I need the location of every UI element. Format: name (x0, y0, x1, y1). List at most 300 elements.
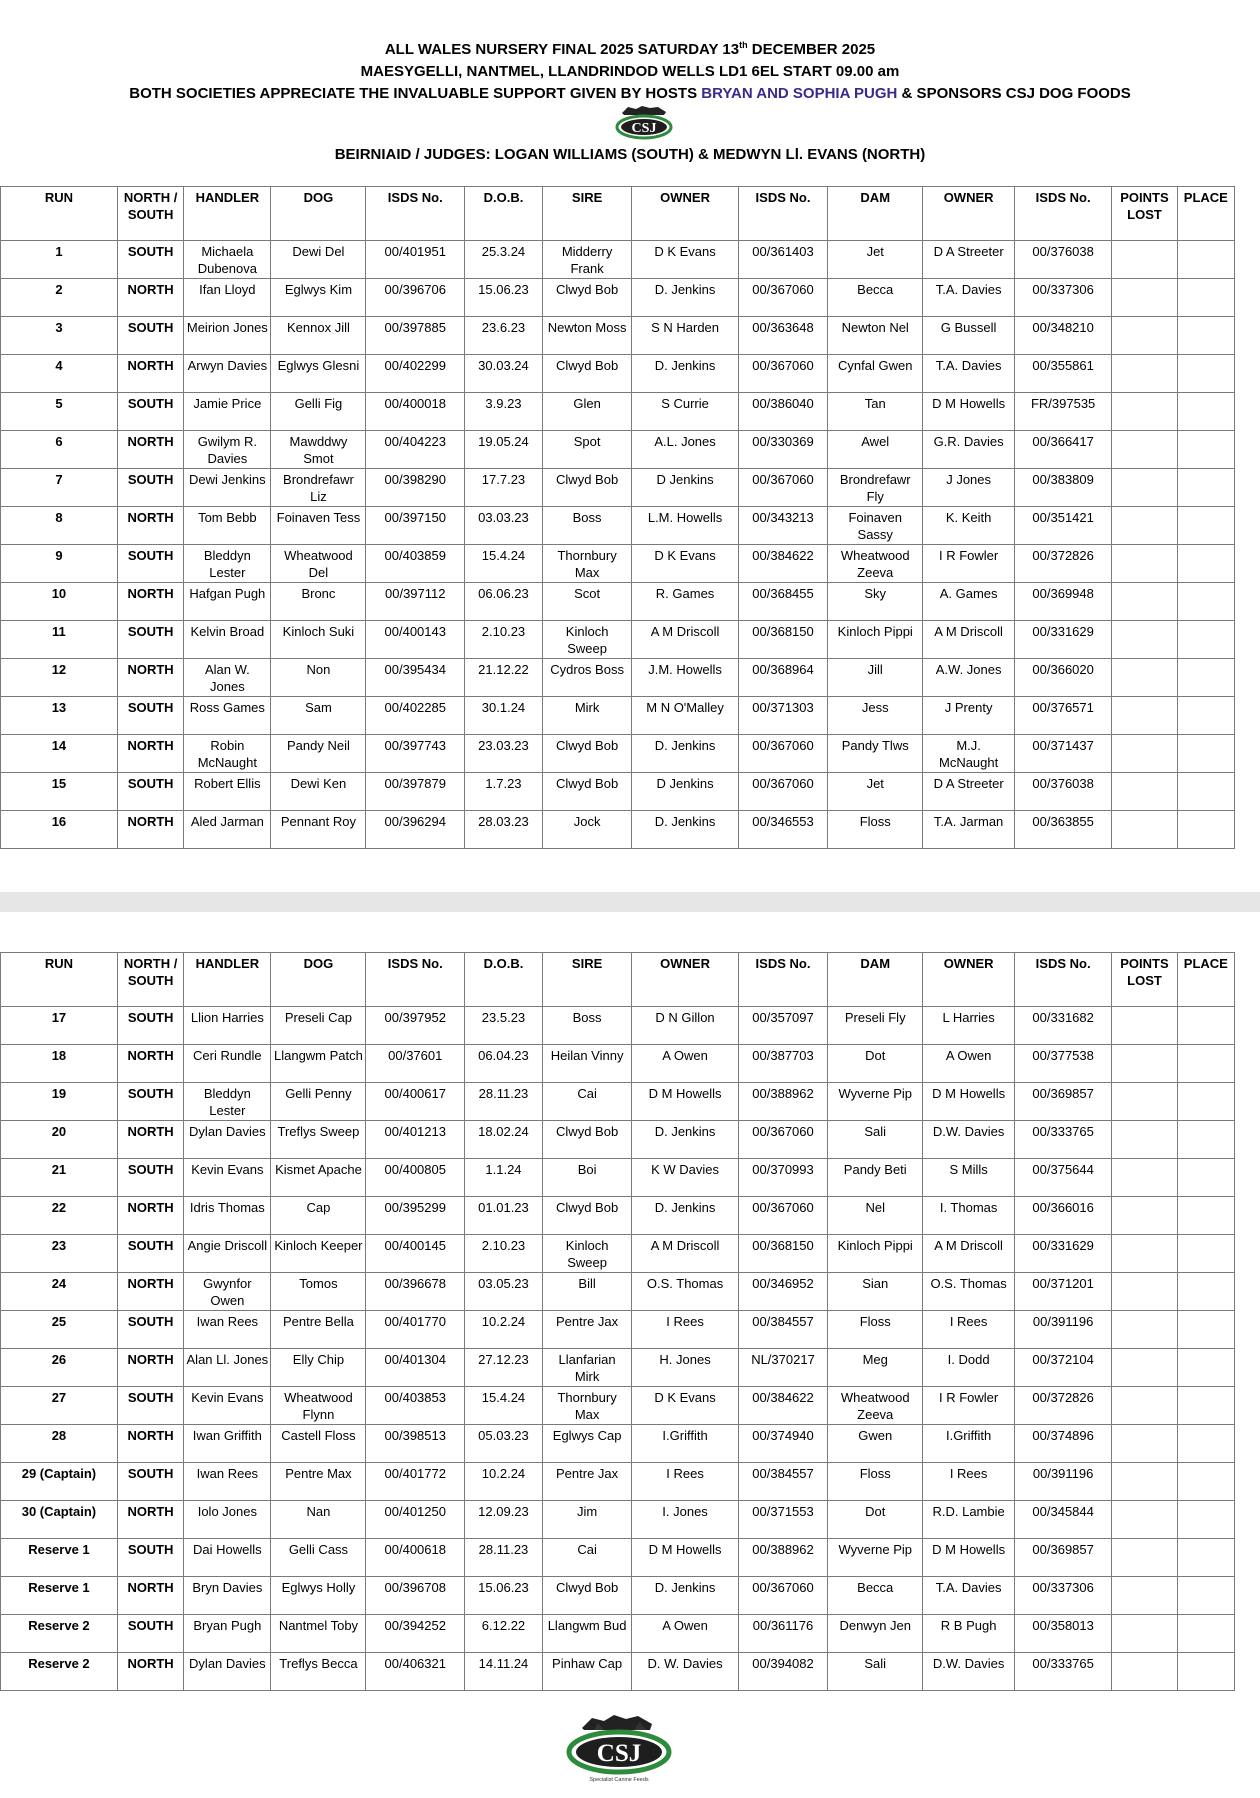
column-header-dam-owner: OWNER (923, 187, 1015, 241)
table-row (1, 735, 1235, 773)
cell-sire: Boss (542, 1007, 631, 1045)
cell-dam: Wheatwood Zeeva (828, 1387, 923, 1425)
cell-sire-isds: 00/357097 (738, 1007, 827, 1045)
table-row (1, 1273, 1235, 1311)
cell-sire-owner: I Rees (632, 1311, 739, 1349)
cell-points-lost (1112, 355, 1177, 393)
cell-dam-isds: 00/337306 (1014, 1577, 1111, 1615)
cell-sire-owner: D. Jenkins (632, 1197, 739, 1235)
table-row (1, 1387, 1235, 1425)
cell-sire: Pinhaw Cap (542, 1653, 631, 1691)
cell-dog-isds: 00/400143 (366, 621, 465, 659)
cell-dam-owner: S Mills (923, 1159, 1015, 1197)
cell-handler: Bleddyn Lester (184, 545, 271, 583)
column-header-points-lost: POINTS LOST (1112, 187, 1177, 241)
cell-place (1177, 1463, 1234, 1501)
cell-points-lost (1112, 583, 1177, 621)
cell-sire-owner: D Jenkins (632, 773, 739, 811)
cell-place (1177, 1045, 1234, 1083)
cell-side: NORTH (117, 1045, 183, 1083)
cell-side: SOUTH (117, 1083, 183, 1121)
cell-dam-owner: I. Dodd (923, 1349, 1015, 1387)
cell-dob: 2.10.23 (465, 621, 543, 659)
cell-run: 27 (1, 1387, 118, 1425)
cell-run: 22 (1, 1197, 118, 1235)
cell-dob: 30.1.24 (465, 697, 543, 735)
cell-dam-owner: T.A. Davies (923, 279, 1015, 317)
cell-dam: Dot (828, 1045, 923, 1083)
table-row (1, 1577, 1235, 1615)
cell-handler: Llion Harries (184, 1007, 271, 1045)
cell-sire-isds: 00/367060 (738, 1197, 827, 1235)
cell-dam-isds: 00/331682 (1014, 1007, 1111, 1045)
cell-dam-isds: 00/391196 (1014, 1463, 1111, 1501)
page-two (0, 912, 1260, 1798)
cell-handler: Kevin Evans (184, 1387, 271, 1425)
table-row (1, 1349, 1235, 1387)
cell-dam-owner: D.W. Davies (923, 1121, 1015, 1159)
logo-text: CSJ (596, 1740, 642, 1767)
cell-sire: Boi (542, 1159, 631, 1197)
cell-sire-isds: 00/346553 (738, 811, 827, 849)
cell-sire-owner: D K Evans (632, 241, 739, 279)
cell-run: 12 (1, 659, 118, 697)
cell-points-lost (1112, 1083, 1177, 1121)
cell-points-lost (1112, 393, 1177, 431)
logo-text: CSJ (631, 121, 657, 136)
table-row (1, 811, 1235, 849)
event-title: ALL WALES NURSERY FINAL 2025 SATURDAY 13th DECEMBER 2025 (384, 40, 876, 58)
cell-points-lost (1112, 1577, 1177, 1615)
cell-dam-isds: 00/372104 (1014, 1349, 1111, 1387)
cell-handler: Iwan Rees (184, 1463, 271, 1501)
column-header-handler: HANDLER (184, 953, 271, 1007)
cell-dog-isds: 00/37601 (366, 1045, 465, 1083)
cell-sire: Scot (542, 583, 631, 621)
cell-dob: 06.04.23 (465, 1045, 543, 1083)
table-row (1, 1159, 1235, 1197)
cell-place (1177, 469, 1234, 507)
column-header-side: NORTH / SOUTH (117, 953, 183, 1007)
cell-dog-isds: 00/397952 (366, 1007, 465, 1045)
cell-dog: Llangwm Patch (271, 1045, 366, 1083)
cell-dog-isds: 00/396294 (366, 811, 465, 849)
cell-dam-isds: 00/363855 (1014, 811, 1111, 849)
hosts-names: BRYAN AND SOPHIA PUGH (701, 85, 898, 102)
cell-dog: Foinaven Tess (271, 507, 366, 545)
cell-dam-owner: J Jones (923, 469, 1015, 507)
cell-place (1177, 621, 1234, 659)
cell-handler: Tom Bebb (184, 507, 271, 545)
cell-dam: Becca (828, 1577, 923, 1615)
cell-dam-owner: D A Streeter (923, 773, 1015, 811)
cell-dog: Gelli Penny (271, 1083, 366, 1121)
cell-side: SOUTH (117, 1235, 183, 1273)
cell-dob: 23.5.23 (465, 1007, 543, 1045)
cell-sire: Clwyd Bob (542, 469, 631, 507)
table-row (1, 507, 1235, 545)
cell-dam-isds: 00/371437 (1014, 735, 1111, 773)
cell-sire-isds: 00/384622 (738, 545, 827, 583)
cell-dob: 23.03.23 (465, 735, 543, 773)
cell-dob: 10.2.24 (465, 1311, 543, 1349)
cell-place (1177, 1159, 1234, 1197)
cell-dog-isds: 00/401951 (366, 241, 465, 279)
cell-dam: Pandy Tlws (828, 735, 923, 773)
cell-sire: Midderry Frank (542, 241, 631, 279)
cell-dob: 06.06.23 (465, 583, 543, 621)
cell-points-lost (1112, 1273, 1177, 1311)
cell-dam-isds: 00/376038 (1014, 773, 1111, 811)
cell-dam: Floss (828, 1463, 923, 1501)
table-row (1, 583, 1235, 621)
cell-dam: Kinloch Pippi (828, 621, 923, 659)
cell-dog: Wheatwood Del (271, 545, 366, 583)
cell-handler: Robin McNaught (184, 735, 271, 773)
cell-handler: Ifan Lloyd (184, 279, 271, 317)
cell-dob: 3.9.23 (465, 393, 543, 431)
cell-dam-isds: 00/377538 (1014, 1045, 1111, 1083)
cell-side: SOUTH (117, 621, 183, 659)
cell-dob: 1.1.24 (465, 1159, 543, 1197)
cell-place (1177, 1007, 1234, 1045)
cell-dam-owner: O.S. Thomas (923, 1273, 1015, 1311)
cell-points-lost (1112, 1463, 1177, 1501)
cell-dam-isds: 00/366417 (1014, 431, 1111, 469)
cell-dob: 30.03.24 (465, 355, 543, 393)
column-header-dam-owner: OWNER (923, 953, 1015, 1007)
cell-dog: Eglwys Kim (271, 279, 366, 317)
cell-handler: Gwilym R. Davies (184, 431, 271, 469)
cell-handler: Ceri Rundle (184, 1045, 271, 1083)
cell-dob: 10.2.24 (465, 1463, 543, 1501)
cell-place (1177, 1653, 1234, 1691)
cell-handler: Robert Ellis (184, 773, 271, 811)
cell-place (1177, 659, 1234, 697)
cell-sire: Clwyd Bob (542, 773, 631, 811)
cell-sire: Clwyd Bob (542, 1197, 631, 1235)
cell-dam: Sali (828, 1653, 923, 1691)
cell-dam: Pandy Beti (828, 1159, 923, 1197)
cell-points-lost (1112, 659, 1177, 697)
cell-sire-owner: D. Jenkins (632, 735, 739, 773)
cell-place (1177, 279, 1234, 317)
cell-dam-isds: 00/376571 (1014, 697, 1111, 735)
cell-sire-owner: D. Jenkins (632, 1121, 739, 1159)
column-header-dam-isds: ISDS No. (1014, 187, 1111, 241)
cell-sire-isds: NL/370217 (738, 1349, 827, 1387)
table-row (1, 1197, 1235, 1235)
cell-dam: Preseli Fly (828, 1007, 923, 1045)
cell-handler: Kelvin Broad (184, 621, 271, 659)
cell-sire-owner: D M Howells (632, 1539, 739, 1577)
cell-handler: Bryan Pugh (184, 1615, 271, 1653)
cell-points-lost (1112, 1121, 1177, 1159)
cell-handler: Ross Games (184, 697, 271, 735)
cell-side: SOUTH (117, 469, 183, 507)
cell-run: 9 (1, 545, 118, 583)
column-header-dog-isds: ISDS No. (366, 187, 465, 241)
cell-dog-isds: 00/397150 (366, 507, 465, 545)
table-row (1, 773, 1235, 811)
cell-sire: Pentre Jax (542, 1311, 631, 1349)
cell-side: NORTH (117, 1577, 183, 1615)
cell-sire: Clwyd Bob (542, 1577, 631, 1615)
table-row (1, 1425, 1235, 1463)
cell-dog: Wheatwood Flynn (271, 1387, 366, 1425)
cell-dam-isds: 00/345844 (1014, 1501, 1111, 1539)
cell-sire: Thornbury Max (542, 545, 631, 583)
cell-place (1177, 1387, 1234, 1425)
cell-sire-isds: 00/368150 (738, 621, 827, 659)
cell-dog: Kinloch Suki (271, 621, 366, 659)
cell-place (1177, 1083, 1234, 1121)
cell-dog-isds: 00/400617 (366, 1083, 465, 1121)
cell-dog: Cap (271, 1197, 366, 1235)
cell-sire-owner: S Currie (632, 393, 739, 431)
page-one (0, 0, 1260, 892)
cell-handler: Alan Ll. Jones (184, 1349, 271, 1387)
cell-dam: Sky (828, 583, 923, 621)
cell-dam-owner: A Owen (923, 1045, 1015, 1083)
cell-place (1177, 1235, 1234, 1273)
cell-dob: 12.09.23 (465, 1501, 543, 1539)
cell-run: 11 (1, 621, 118, 659)
cell-side: SOUTH (117, 1387, 183, 1425)
cell-handler: Hafgan Pugh (184, 583, 271, 621)
cell-sire-isds: 00/368455 (738, 583, 827, 621)
cell-sire-isds: 00/367060 (738, 735, 827, 773)
cell-dog-isds: 00/401304 (366, 1349, 465, 1387)
cell-dam-owner: R B Pugh (923, 1615, 1015, 1653)
cell-run: 17 (1, 1007, 118, 1045)
cell-dam: Kinloch Pippi (828, 1235, 923, 1273)
cell-dog: Pentre Bella (271, 1311, 366, 1349)
column-header-run: RUN (1, 187, 118, 241)
cell-dog: Sam (271, 697, 366, 735)
cell-points-lost (1112, 317, 1177, 355)
column-header-dam-isds: ISDS No. (1014, 953, 1111, 1007)
cell-dam-owner: D.W. Davies (923, 1653, 1015, 1691)
logo-tagline: Specialist Canine Feeds (589, 1777, 649, 1783)
page-separator (0, 892, 1260, 912)
cell-side: SOUTH (117, 1463, 183, 1501)
cell-dog-isds: 00/397879 (366, 773, 465, 811)
cell-points-lost (1112, 1615, 1177, 1653)
cell-dog: Kennox Jill (271, 317, 366, 355)
column-header-dog: DOG (271, 953, 366, 1007)
cell-dog: Kismet Apache (271, 1159, 366, 1197)
cell-dam-owner: T.A. Davies (923, 1577, 1015, 1615)
table-row (1, 621, 1235, 659)
cell-side: NORTH (117, 1349, 183, 1387)
column-header-run: RUN (1, 953, 118, 1007)
column-header-side: NORTH / SOUTH (117, 187, 183, 241)
column-header-sire: SIRE (542, 953, 631, 1007)
cell-handler: Kevin Evans (184, 1159, 271, 1197)
cell-dam-owner: G.R. Davies (923, 431, 1015, 469)
cell-sire-isds: 00/367060 (738, 279, 827, 317)
column-header-sire-owner: OWNER (632, 953, 739, 1007)
cell-dog: Dewi Ken (271, 773, 366, 811)
cell-place (1177, 697, 1234, 735)
event-venue: MAESYGELLI, NANTMEL, LLANDRINDOD WELLS LD1 6EL START 09.00 am (360, 63, 900, 80)
cell-points-lost (1112, 1197, 1177, 1235)
cell-sire-owner: A Owen (632, 1615, 739, 1653)
cell-dam-isds: 00/337306 (1014, 279, 1111, 317)
cell-run: 23 (1, 1235, 118, 1273)
cell-dam-owner: I. Thomas (923, 1197, 1015, 1235)
cell-dob: 28.03.23 (465, 811, 543, 849)
cell-side: NORTH (117, 507, 183, 545)
cell-dam: Dot (828, 1501, 923, 1539)
column-header-dam: DAM (828, 953, 923, 1007)
cell-sire-isds: 00/394082 (738, 1653, 827, 1691)
cell-run: 19 (1, 1083, 118, 1121)
cell-sire: Jim (542, 1501, 631, 1539)
cell-points-lost (1112, 1425, 1177, 1463)
cell-dog-isds: 00/396708 (366, 1577, 465, 1615)
cell-place (1177, 1501, 1234, 1539)
cell-dog-isds: 00/403853 (366, 1387, 465, 1425)
cell-sire-owner: A M Driscoll (632, 1235, 739, 1273)
cell-dam: Wyverne Pip (828, 1539, 923, 1577)
cell-sire-isds: 00/384557 (738, 1463, 827, 1501)
cell-dob: 18.02.24 (465, 1121, 543, 1159)
cell-dob: 15.06.23 (465, 1577, 543, 1615)
cell-dam-isds: 00/371201 (1014, 1273, 1111, 1311)
cell-points-lost (1112, 773, 1177, 811)
cell-sire-owner: H. Jones (632, 1349, 739, 1387)
cell-dam-isds: 00/366020 (1014, 659, 1111, 697)
cell-sire: Clwyd Bob (542, 735, 631, 773)
cell-handler: Angie Driscoll (184, 1235, 271, 1273)
cell-sire-isds: 00/367060 (738, 469, 827, 507)
cell-run: 3 (1, 317, 118, 355)
cell-dam-isds: 00/333765 (1014, 1121, 1111, 1159)
cell-dam: Jet (828, 241, 923, 279)
cell-handler: Bleddyn Lester (184, 1083, 271, 1121)
cell-run: 16 (1, 811, 118, 849)
table-row (1, 545, 1235, 583)
cell-side: SOUTH (117, 545, 183, 583)
cell-dog: Preseli Cap (271, 1007, 366, 1045)
cell-dam: Awel (828, 431, 923, 469)
cell-side: NORTH (117, 1501, 183, 1539)
cell-dog-isds: 00/400018 (366, 393, 465, 431)
column-header-dog-isds: ISDS No. (366, 953, 465, 1007)
cell-run: 28 (1, 1425, 118, 1463)
cell-sire: Cai (542, 1539, 631, 1577)
cell-dob: 15.4.24 (465, 545, 543, 583)
cell-points-lost (1112, 469, 1177, 507)
cell-dam-owner: T.A. Jarman (923, 811, 1015, 849)
cell-points-lost (1112, 1159, 1177, 1197)
cell-dam: Sali (828, 1121, 923, 1159)
cell-side: SOUTH (117, 1159, 183, 1197)
cell-side: SOUTH (117, 241, 183, 279)
cell-dam-isds: 00/333765 (1014, 1653, 1111, 1691)
cell-sire: Kinloch Sweep (542, 621, 631, 659)
cell-points-lost (1112, 507, 1177, 545)
cell-points-lost (1112, 1045, 1177, 1083)
cell-place (1177, 1539, 1234, 1577)
cell-points-lost (1112, 697, 1177, 735)
cell-handler: Meirion Jones (184, 317, 271, 355)
cell-place (1177, 1425, 1234, 1463)
table-row (1, 393, 1235, 431)
cell-points-lost (1112, 545, 1177, 583)
cell-sire-isds: 00/370993 (738, 1159, 827, 1197)
cell-dog: Treflys Becca (271, 1653, 366, 1691)
cell-side: SOUTH (117, 1539, 183, 1577)
cell-run: 8 (1, 507, 118, 545)
cell-dog: Kinloch Keeper (271, 1235, 366, 1273)
cell-sire-isds: 00/361176 (738, 1615, 827, 1653)
cell-dog: Pentre Max (271, 1463, 366, 1501)
cell-side: NORTH (117, 735, 183, 773)
cell-dam: Tan (828, 393, 923, 431)
cell-place (1177, 773, 1234, 811)
cell-sire-owner: D. W. Davies (632, 1653, 739, 1691)
cell-dob: 14.11.24 (465, 1653, 543, 1691)
cell-sire-isds: 00/384557 (738, 1311, 827, 1349)
cell-place (1177, 545, 1234, 583)
cell-dam-owner: I.Griffith (923, 1425, 1015, 1463)
table-row (1, 279, 1235, 317)
table-row (1, 469, 1235, 507)
cell-dob: 15.06.23 (465, 279, 543, 317)
column-header-sire-owner: OWNER (632, 187, 739, 241)
cell-run: 18 (1, 1045, 118, 1083)
cell-dam: Gwen (828, 1425, 923, 1463)
cell-dog-isds: 00/396706 (366, 279, 465, 317)
cell-dog-isds: 00/402299 (366, 355, 465, 393)
cell-dog-isds: 00/397743 (366, 735, 465, 773)
cell-run: 5 (1, 393, 118, 431)
cell-points-lost (1112, 1235, 1177, 1273)
cell-run: 26 (1, 1349, 118, 1387)
cell-points-lost (1112, 241, 1177, 279)
cell-dam-owner: I R Fowler (923, 545, 1015, 583)
cell-sire-isds: 00/371553 (738, 1501, 827, 1539)
cell-handler: Michaela Dubenova (184, 241, 271, 279)
cell-sire-isds: 00/371303 (738, 697, 827, 735)
cell-sire: Glen (542, 393, 631, 431)
cell-run: 7 (1, 469, 118, 507)
cell-points-lost (1112, 621, 1177, 659)
cell-dam: Floss (828, 811, 923, 849)
event-sponsors: BOTH SOCIETIES APPRECIATE THE INVALUABLE SUPPORT GIVEN BY HOSTS BRYAN AND SOPHIA PUGH & SPONSORS CSJ DOG FOODS (129, 85, 1131, 102)
cell-dam-owner: R.D. Lambie (923, 1501, 1015, 1539)
cell-dam-isds: 00/358013 (1014, 1615, 1111, 1653)
cell-dam-isds: 00/331629 (1014, 1235, 1111, 1273)
cell-side: NORTH (117, 659, 183, 697)
cell-dam-owner: J Prenty (923, 697, 1015, 735)
cell-dam-owner: A M Driscoll (923, 621, 1015, 659)
cell-sire: Cydros Boss (542, 659, 631, 697)
cell-dog-isds: 00/400145 (366, 1235, 465, 1273)
table-row (1, 431, 1235, 469)
cell-side: NORTH (117, 1425, 183, 1463)
csj-logo-bottom (564, 1710, 674, 1784)
cell-sire-owner: D. Jenkins (632, 1577, 739, 1615)
cell-dog: Nan (271, 1501, 366, 1539)
cell-side: NORTH (117, 583, 183, 621)
cell-dob: 17.7.23 (465, 469, 543, 507)
column-header-dam: DAM (828, 187, 923, 241)
cell-run: 20 (1, 1121, 118, 1159)
